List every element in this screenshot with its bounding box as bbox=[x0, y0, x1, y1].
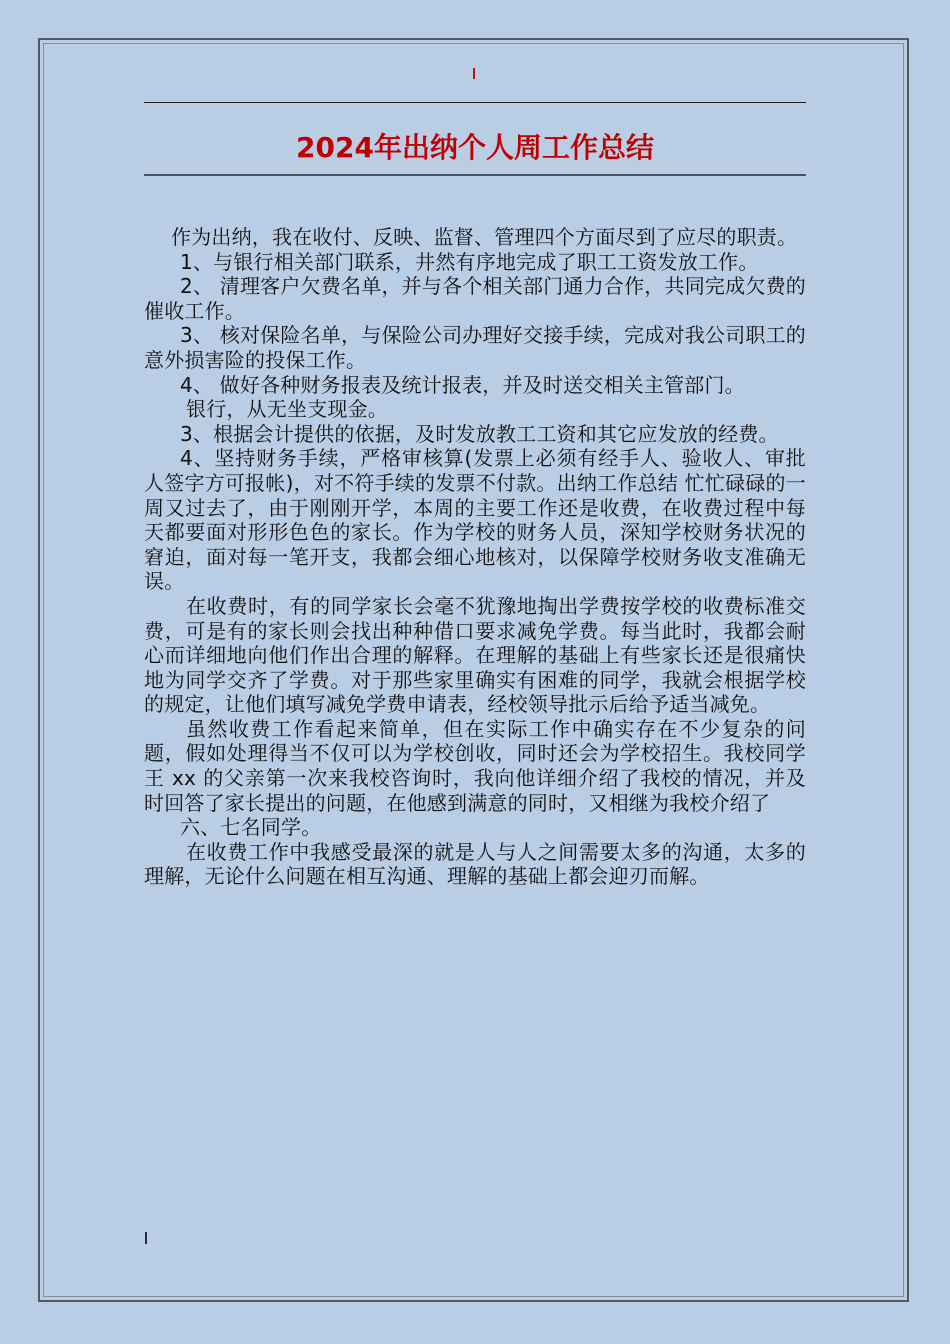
document-title: 2024年出纳个人周工作总结 bbox=[296, 131, 654, 164]
paragraph-item-4: 4、 做好各种财务报表及统计报表，并及时送交相关主管部门。 bbox=[180, 372, 745, 397]
header-rule bbox=[144, 102, 806, 103]
paragraph-bank: 银行，从无坐支现金。 bbox=[186, 397, 388, 422]
paragraph-fee-collection: 在收费时，有的同学家长会毫不犹豫地掏出学费按学校的收费标准交费，可是有的家长则会找出种种借口要求减免学费。每当此时，我都会耐心而详细地向他们作出合理的解释。在理解的基础上有些家长还是很痛快地为同学交齐了学费。对于那些家里确实有困难的同学，我就会根据学校的规定，让他们填写减免学费申请表，经校领导批示后给予适当减免。 bbox=[144, 593, 806, 717]
footer-mark bbox=[145, 1232, 147, 1244]
paragraph-item-3b: 3、根据会计提供的依据，及时发放教工工资和其它应发放的经费。 bbox=[180, 421, 779, 446]
title-underline bbox=[144, 174, 806, 176]
document-body bbox=[144, 225, 806, 889]
paragraph-item-1: 1、与银行相关部门联系，井然有序地完成了职工工资发放工作。 bbox=[180, 249, 759, 274]
paragraph-conclusion: 在收费工作中我感受最深的就是人与人之间需要太多的沟通，太多的理解，无论什么问题在相互沟通、理解的基础上都会迎刃而解。 bbox=[144, 839, 806, 889]
paragraph-item-3: 3、 核对保险名单，与保险公司办理好交接手续，完成对我公司职工的意外损害险的投保工作。 bbox=[144, 323, 806, 372]
paragraph-complexity: 虽然收费工作看起来简单，但在实际工作中确实存在不少复杂的问题，假如处理得当不仅可以为学校创收，同时还会为学校招生。我校同学王 xx 的父亲第一次来我校咨询时，我向他详细介绍了我校的情况，并及时回答了家长提出的问题，在他感到满意的同时，又相继为我校介绍了 bbox=[144, 716, 806, 815]
paragraph-intro: 作为出纳，我在收付、反映、监督、管理四个方面尽到了应尽的职责。 bbox=[171, 225, 798, 249]
paragraph-students: 六、七名同学。 bbox=[180, 815, 322, 840]
paragraph-item-4b: 4、坚持财务手续，严格审核算(发票上必须有经手人、验收人、审批人签字方可报帐)，对不符手续的发票不付款。出纳工作总结 忙忙碌碌的一周又过去了，由于刚刚开学，本周的主要工作还是收费，在收费过程中每天都要面对形形色色的家长。作为学校的财务人员，深知学校财务状况的窘迫，面对每一笔开支，我都会细心地核对，以保障学校财务收支准确无误。 bbox=[144, 446, 806, 594]
paragraph-item-2: 2、 清理客户欠费名单，并与各个相关部门通力合作，共同完成欠费的催收工作。 bbox=[144, 274, 806, 323]
header-mark bbox=[473, 68, 475, 79]
